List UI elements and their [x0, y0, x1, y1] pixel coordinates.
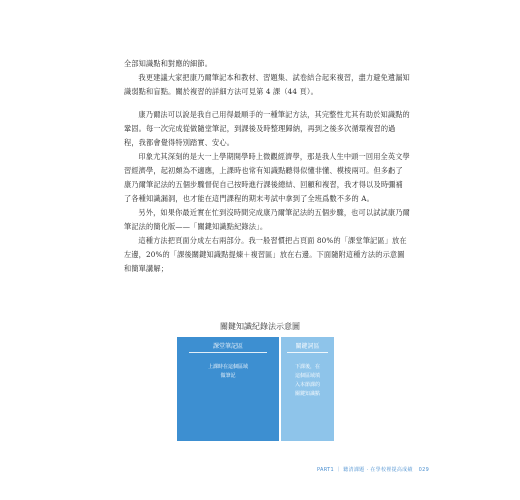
class-notes-line: 做筆記 — [220, 373, 236, 379]
footer-section: 聽清課題 — [343, 467, 365, 473]
keywords-line: 入本節課的 — [294, 382, 320, 388]
class-notes-heading: 課堂筆記區 — [177, 337, 279, 353]
class-notes-line: 上課時在這個區域 — [207, 364, 248, 370]
page-footer: PART1 ｜ 聽清課題 · 在學校裡提高成績 029 — [317, 467, 430, 473]
footer-part: PART1 — [317, 467, 334, 473]
paragraph: 全部知識點和對應的細節。 — [124, 59, 213, 68]
keywords-description — [285, 363, 330, 399]
page-number: 029 — [418, 467, 430, 473]
footer-subtitle: 在學校裡提高成績 — [370, 467, 413, 473]
body-text — [124, 57, 410, 276]
paragraph: 另外，如果你最近實在忙到沒時間完成康乃爾筆記法的五個步驟，也可以試試康乃爾筆記法的簡化版——「關鍵知識點紀錄法」。 — [124, 208, 410, 231]
keywords-line: 這個區域填 — [294, 373, 320, 379]
paragraph: 康乃爾法可以說是我自己用得最順手的一種筆記方法，其完整性尤其有助於知識點的鞏固。每一次完成從做隨堂筆記，到課後及時整理歸納，再到之後多次循環複習的過程，我都會覺得特別踏實、安心。 — [124, 110, 410, 147]
keywords-line: 下課後，在 — [294, 364, 320, 370]
paragraph: 這種方法把頁面分成左右兩部分。我一般習慣把占頁面 80%的「課堂筆記區」放在左邊，20%的「課後關鍵知識點提煉＋複習區」放在右邊。下面隨附這種方法的示意圖和簡單講解； — [124, 236, 407, 273]
keywords-heading: 關鍵詞區 — [281, 337, 334, 353]
paragraph: 我更建議大家把康乃爾筆記本和教材、習題集、試卷結合起來複習，盡力避免遺漏知識弱點和盲點。關於複習的詳細方法可見第 4 課（44 頁）。 — [124, 73, 410, 96]
class-notes-description — [181, 363, 275, 381]
keywords-line: 關鍵知識點 — [294, 391, 320, 397]
class-notes-area — [177, 337, 279, 441]
keywords-area — [281, 337, 334, 441]
diagram-title: 關鍵知識紀錄法示意圖 — [220, 322, 300, 331]
paragraph: 印象尤其深刻的是大一上學期開學時上微觀經濟學，那是我人生中頭一回用全英文學習經濟學，起初頗為不適應，上課時也常有知識點聽得似懂非懂、模棱兩可。但多虧了康乃爾筆記法的五個步驟督促自己按時進行課後總結、回顧和複習，我才得以及時彌補了各種知識漏洞，也才能在這門課程的期末考試中拿到了全班爲數不多的 A。 — [124, 152, 410, 203]
knowledge-record-diagram — [177, 337, 334, 441]
